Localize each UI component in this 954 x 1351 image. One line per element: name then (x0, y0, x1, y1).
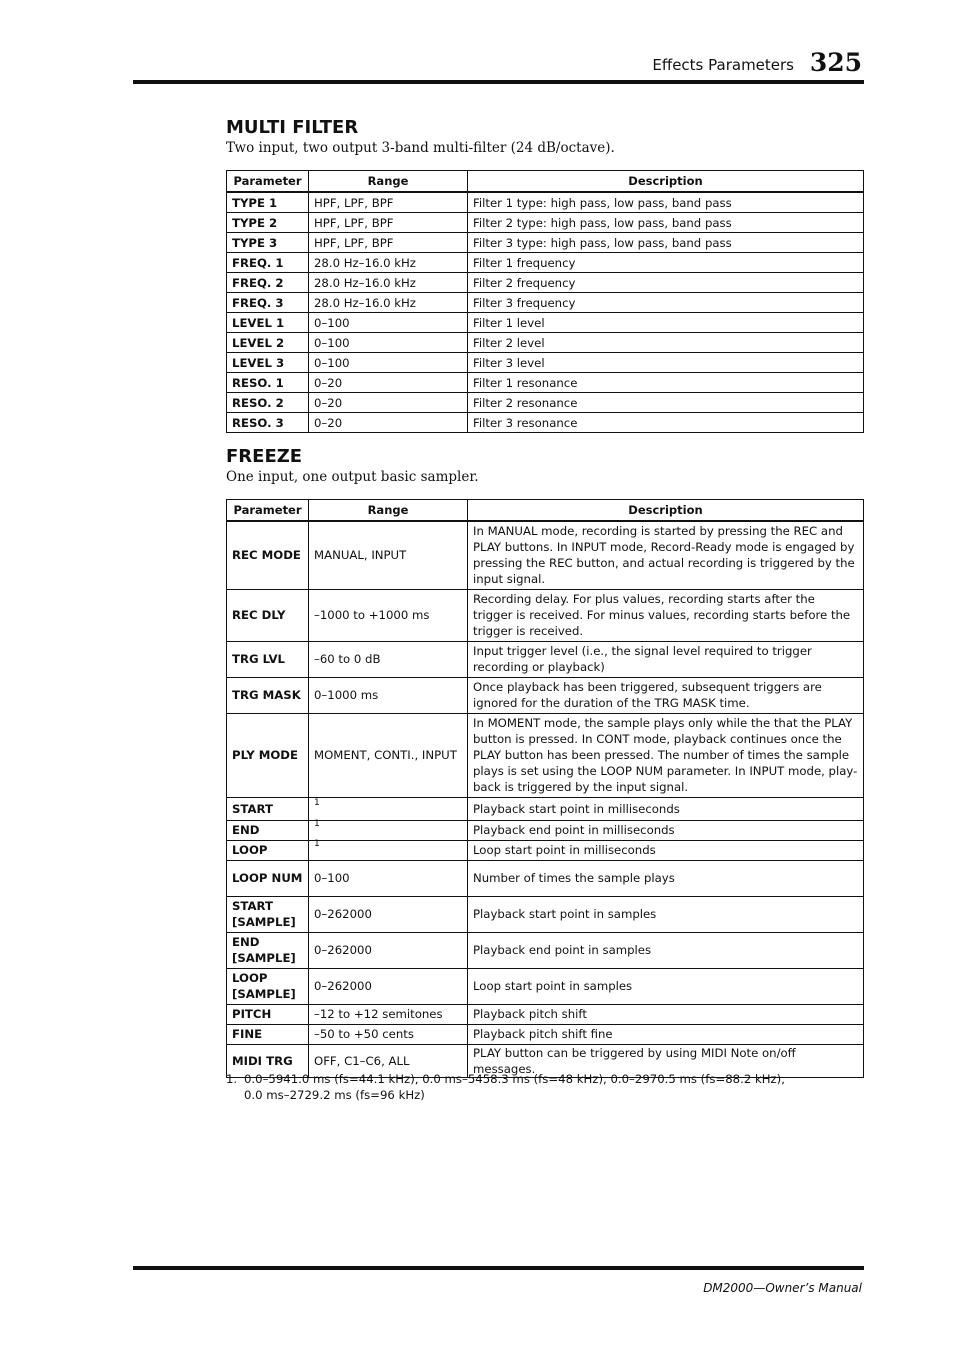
parameter-cell: FREQ. 1 (227, 253, 309, 273)
range-cell: MOMENT, CONTI., INPUT (309, 713, 468, 797)
parameter-cell: END [SAMPLE] (227, 932, 309, 968)
description-cell: Once playback has been triggered, subsequent triggers are ignored for the duration of the TRG MASK time. (468, 677, 864, 713)
footnote-reference: 1 (314, 797, 320, 808)
table-row (227, 521, 864, 589)
parameter-cell: RESO. 3 (227, 413, 309, 433)
freeze-table-body (227, 521, 864, 1077)
column-header-parameter: Parameter (227, 500, 309, 522)
parameter-cell: TYPE 3 (227, 233, 309, 253)
table-row (227, 589, 864, 641)
range-cell (309, 840, 468, 860)
parameter-cell: LOOP NUM (227, 860, 309, 896)
description-cell: In MANUAL mode, recording is started by pressing the REC and PLAY buttons. In INPUT mode, Record-Ready mode is engaged by pressing the REC button, and actual recording is triggered by the input signal. (468, 521, 864, 589)
range-cell: OFF, C1–C6, ALL (309, 1044, 468, 1077)
range-cell (309, 797, 468, 820)
description-cell: Playback start point in samples (468, 896, 864, 932)
description-cell: Filter 3 type: high pass, low pass, band pass (468, 233, 864, 253)
range-cell: 0–100 (309, 333, 468, 353)
range-cell: HPF, LPF, BPF (309, 233, 468, 253)
description-cell: Input trigger level (i.e., the signal level required to trigger recording or playback) (468, 641, 864, 677)
range-cell (309, 820, 468, 840)
column-header-range: Range (309, 171, 468, 193)
header-rule (133, 80, 864, 84)
parameter-cell: LEVEL 3 (227, 353, 309, 373)
range-cell: 28.0 Hz–16.0 kHz (309, 253, 468, 273)
table-row (227, 713, 864, 797)
footnote-reference: 1 (314, 839, 320, 849)
table-row (227, 968, 864, 1004)
parameter-cell: LEVEL 1 (227, 313, 309, 333)
table-row (227, 413, 864, 433)
footer-rule (133, 1266, 864, 1270)
table-row (227, 932, 864, 968)
multi-filter-table-body (227, 192, 864, 433)
description-cell: Filter 1 level (468, 313, 864, 333)
footnote-line-2: 0.0 ms–2729.2 ms (fs=96 kHz) (244, 1088, 425, 1102)
table-row (227, 840, 864, 860)
range-cell: 0–100 (309, 313, 468, 333)
range-cell: 28.0 Hz–16.0 kHz (309, 273, 468, 293)
column-header-description: Description (468, 171, 864, 193)
table-row (227, 373, 864, 393)
parameter-cell: RESO. 2 (227, 393, 309, 413)
description-cell: In MOMENT mode, the sample plays only while the that the PLAY button is pressed. In CONT mode, playback continues once the PLAY button has been pressed. The number of times the sample plays is set using the LOOP NUM parameter. In INPUT mode, play-back is triggered by the input signal. (468, 713, 864, 797)
footnote-number: 1. (226, 1072, 238, 1086)
multi-filter-section (226, 117, 863, 433)
parameter-cell: FREQ. 2 (227, 273, 309, 293)
parameter-cell: END (227, 820, 309, 840)
parameter-cell: REC MODE (227, 521, 309, 589)
description-cell: Playback end point in milliseconds (468, 820, 864, 840)
range-cell: 0–20 (309, 393, 468, 413)
description-cell: Filter 3 level (468, 353, 864, 373)
description-cell: Filter 2 type: high pass, low pass, band pass (468, 213, 864, 233)
multi-filter-description: Two input, two output 3-band multi-filter (24 dB/octave). (226, 140, 615, 156)
table-row (227, 641, 864, 677)
table-row (227, 313, 864, 333)
table-row (227, 393, 864, 413)
column-header-description: Description (468, 500, 864, 522)
parameter-cell: PLY MODE (227, 713, 309, 797)
table-row (227, 353, 864, 373)
range-cell: HPF, LPF, BPF (309, 192, 468, 213)
range-cell: –60 to 0 dB (309, 641, 468, 677)
description-cell: Filter 1 type: high pass, low pass, band pass (468, 192, 864, 213)
table-row (227, 233, 864, 253)
table-row (227, 1024, 864, 1044)
table-row (227, 293, 864, 313)
range-cell: MANUAL, INPUT (309, 521, 468, 589)
range-cell: –50 to +50 cents (309, 1024, 468, 1044)
description-cell: Filter 1 frequency (468, 253, 864, 273)
description-cell: Playback start point in milliseconds (468, 797, 864, 820)
table-header-row (227, 171, 864, 193)
parameter-cell: LOOP [SAMPLE] (227, 968, 309, 1004)
description-cell: Playback pitch shift (468, 1004, 864, 1024)
parameter-cell: PITCH (227, 1004, 309, 1024)
table-row (227, 213, 864, 233)
description-cell: Loop start point in samples (468, 968, 864, 1004)
description-cell: Filter 3 frequency (468, 293, 864, 313)
footer-manual-title: DM2000—Owner’s Manual (703, 1281, 862, 1295)
range-cell: 0–20 (309, 413, 468, 433)
description-cell: Filter 2 resonance (468, 393, 864, 413)
range-cell: 0–100 (309, 860, 468, 896)
parameter-cell: START (227, 797, 309, 820)
table-row (227, 797, 864, 820)
parameter-cell: TRG MASK (227, 677, 309, 713)
parameter-cell: TYPE 2 (227, 213, 309, 233)
parameter-cell: START [SAMPLE] (227, 896, 309, 932)
description-cell: Playback pitch shift fine (468, 1024, 864, 1044)
range-cell: HPF, LPF, BPF (309, 213, 468, 233)
range-cell: 0–262000 (309, 896, 468, 932)
parameter-cell: REC DLY (227, 589, 309, 641)
range-cell: 0–1000 ms (309, 677, 468, 713)
description-cell: Filter 1 resonance (468, 373, 864, 393)
table-row (227, 333, 864, 353)
footnote-reference: 1 (314, 819, 320, 829)
range-cell: 0–100 (309, 353, 468, 373)
range-cell: 0–262000 (309, 968, 468, 1004)
table-row (227, 1004, 864, 1024)
description-cell: Playback end point in samples (468, 932, 864, 968)
table-row (227, 677, 864, 713)
table-row (227, 273, 864, 293)
table-row (227, 896, 864, 932)
table-row (227, 192, 864, 213)
table-header-row (227, 500, 864, 522)
page-header-title: Effects Parameters (652, 56, 794, 74)
description-cell: Filter 2 level (468, 333, 864, 353)
parameter-cell: FREQ. 3 (227, 293, 309, 313)
description-cell: Number of times the sample plays (468, 860, 864, 896)
parameter-cell: FINE (227, 1024, 309, 1044)
multi-filter-table (226, 170, 864, 433)
description-cell: Loop start point in milliseconds (468, 840, 864, 860)
column-header-range: Range (309, 500, 468, 522)
parameter-cell: LEVEL 2 (227, 333, 309, 353)
range-cell: 0–262000 (309, 932, 468, 968)
range-cell: –1000 to +1000 ms (309, 589, 468, 641)
parameter-cell: TYPE 1 (227, 192, 309, 213)
table-row (227, 253, 864, 273)
range-cell: –12 to +12 semitones (309, 1004, 468, 1024)
range-cell: 28.0 Hz–16.0 kHz (309, 293, 468, 313)
description-cell: Filter 3 resonance (468, 413, 864, 433)
parameter-cell: LOOP (227, 840, 309, 860)
freeze-section (226, 446, 863, 1078)
freeze-description: One input, one output basic sampler. (226, 469, 479, 485)
description-cell: Filter 2 frequency (468, 273, 864, 293)
parameter-cell: RESO. 1 (227, 373, 309, 393)
multi-filter-title: MULTI FILTER (226, 117, 359, 138)
parameter-cell: TRG LVL (227, 641, 309, 677)
footnote (226, 1071, 785, 1103)
table-row (227, 860, 864, 896)
description-cell: PLAY button can be triggered by using MIDI Note on/off messages. (468, 1044, 864, 1077)
table-row (227, 820, 864, 840)
freeze-title: FREEZE (226, 446, 303, 467)
page-number: 325 (809, 48, 862, 77)
column-header-parameter: Parameter (227, 171, 309, 193)
freeze-table (226, 499, 864, 1078)
parameter-cell: MIDI TRG (227, 1044, 309, 1077)
footnote-line-1: 0.0–5941.0 ms (fs=44.1 kHz), 0.0 ms–5458.3 ms (fs=48 kHz), 0.0–2970.5 ms (fs=88.2 kHz), (244, 1072, 785, 1086)
description-cell: Recording delay. For plus values, recording starts after the trigger is received. For minus values, recording starts before the trigger is received. (468, 589, 864, 641)
range-cell: 0–20 (309, 373, 468, 393)
